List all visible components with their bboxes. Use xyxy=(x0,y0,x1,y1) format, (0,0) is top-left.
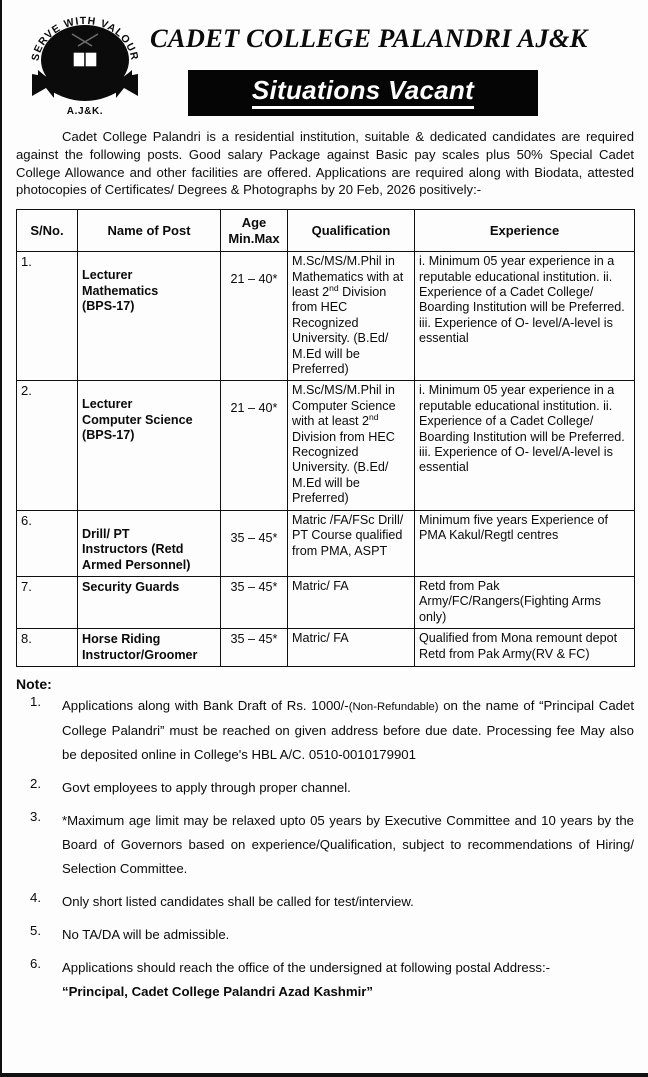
note-text: *Maximum age limit may be relaxed upto 05 years by Executive Committee and 10 years by the Board of Governors based on experience/Qualification, subject to recommendations of Hiring/ Selection Committee. xyxy=(62,812,634,876)
note-item xyxy=(16,923,634,947)
note-number: 4. xyxy=(30,889,41,905)
cell-qualification xyxy=(288,252,415,381)
table-row xyxy=(17,510,635,576)
col-header-age xyxy=(221,210,288,252)
cell-age xyxy=(221,576,288,628)
post-line1: Horse Riding xyxy=(82,632,161,647)
age-value: 21 – 40* xyxy=(230,401,278,416)
cell-post xyxy=(78,629,221,667)
svg-text:SERVE WITH VALOUR: SERVE WITH VALOUR xyxy=(29,14,141,63)
note-text xyxy=(62,694,634,767)
note-number: 1. xyxy=(30,693,41,709)
note-text: Govt employees to apply through proper channel. xyxy=(62,779,351,795)
note-number: 3. xyxy=(30,808,41,824)
qual-post: Division from HEC Recognized University. (B.Ed/ M.Ed will be Preferred) xyxy=(292,285,389,377)
post-line2: Instructors (Retd xyxy=(82,542,184,557)
cell-post xyxy=(78,576,221,628)
note-item xyxy=(16,809,634,881)
post-line2: Computer Science xyxy=(82,412,193,427)
qual-sup: nd xyxy=(369,412,379,423)
age-value: 35 – 45* xyxy=(230,530,278,545)
cell-age xyxy=(221,252,288,381)
cell-post xyxy=(78,381,221,510)
age-value: 21 – 40* xyxy=(230,272,278,287)
cell-sno: 2. xyxy=(17,381,78,510)
col-header-age-line2: Min.Max xyxy=(228,230,280,246)
col-header-qualification: Qualification xyxy=(288,210,415,252)
cell-age xyxy=(221,381,288,510)
post-line1: Drill/ PT xyxy=(82,526,130,541)
col-header-sno: S/No. xyxy=(17,210,78,252)
note-number: 6. xyxy=(30,955,41,971)
cell-experience: i. Minimum 05 year experience in a reputable educational institution. ii. Experience of a Cadet College/ Boarding Institution will be Preferred. iii. Experience of O- level/A-level is essential xyxy=(415,252,635,381)
table-row xyxy=(17,381,635,510)
cell-experience: Retd from Pak Army/FC/Rangers(Fighting Arms only) xyxy=(415,576,635,628)
table-row xyxy=(17,576,635,628)
cell-sno: 7. xyxy=(17,576,78,628)
cell-age xyxy=(221,629,288,667)
note-text-a: Applications along with Bank Draft of Rs. 1000/- xyxy=(62,697,349,713)
note-item xyxy=(16,956,634,1004)
table-header-row xyxy=(17,210,635,252)
note-number: 2. xyxy=(30,775,41,791)
situations-vacant-banner xyxy=(188,70,538,116)
cell-sno: 8. xyxy=(17,629,78,667)
note-text-small: (Non-Refundable) xyxy=(348,700,439,713)
post-line3: (BPS-17) xyxy=(82,428,135,443)
qual-pre: M.Sc/MS/M.Phil in Computer Science with at least 2 xyxy=(292,383,396,429)
note-text-b: on the name of “Principal Cadet College Palandri” must be reached on given address before due date. Processing fee May also be deposited online in College's HBL A/C. 0510-0010179901 xyxy=(62,697,634,762)
cell-experience: Qualified from Mona remount depot Retd from Pak Army(RV & FC) xyxy=(415,629,635,667)
qual-pre: M.Sc/MS/M.Phil in Mathematics with at least 2 xyxy=(292,254,404,299)
col-header-experience: Experience xyxy=(415,210,635,252)
note-text xyxy=(62,956,634,1004)
col-header-post: Name of Post xyxy=(78,210,221,252)
intro-paragraph xyxy=(16,128,634,199)
crest-bottom-label: A.J&K. xyxy=(66,106,104,117)
col-header-age-line1: Age xyxy=(241,215,267,231)
vacancies-table xyxy=(16,209,635,667)
post-line3: Armed Personnel) xyxy=(82,557,191,572)
cell-sno: 1. xyxy=(17,252,78,381)
cell-qualification xyxy=(288,510,415,576)
cell-qualification xyxy=(288,381,415,510)
cell-qualification: Matric/ FA xyxy=(288,576,415,628)
table-row xyxy=(17,629,635,667)
post-line1: Security Guards xyxy=(82,579,180,594)
post-line1: Lecturer xyxy=(82,268,133,283)
note-text: No TA/DA will be admissible. xyxy=(62,926,230,942)
post-line2: Instructor/Groomer xyxy=(82,647,198,662)
qual-post: Division from HEC Recognized University. (B.Ed/ M.Ed will be Preferred) xyxy=(292,429,395,506)
cell-sno: 6. xyxy=(17,510,78,576)
notes-title: Note: xyxy=(16,675,52,692)
cell-age xyxy=(221,510,288,576)
post-line1: Lecturer xyxy=(82,397,133,412)
crest-icon xyxy=(24,8,146,120)
cell-post xyxy=(78,510,221,576)
note-text-a: Applications should reach the office of the undersigned at following postal Address:- xyxy=(62,959,551,975)
notes-section xyxy=(16,676,634,1004)
college-crest-logo xyxy=(24,8,146,120)
note-number: 5. xyxy=(30,922,41,938)
header xyxy=(2,0,648,124)
note-item xyxy=(16,776,634,800)
cell-post xyxy=(78,252,221,381)
postal-address: “Principal, Cadet College Palandri Azad Kashmir” xyxy=(62,983,373,999)
note-item xyxy=(16,694,634,767)
age-value: 35 – 45* xyxy=(230,632,278,647)
note-item xyxy=(16,890,634,914)
cell-experience xyxy=(415,510,635,576)
age-value: 35 – 45* xyxy=(230,579,278,594)
page-title: CADET COLLEGE PALANDRI AJ&K xyxy=(150,23,588,53)
table-row xyxy=(17,252,635,381)
post-line2: Mathematics xyxy=(82,283,159,298)
qual-pre: Matric /FA/FSc Drill/ PT Course qualified from PMA, ASPT xyxy=(292,512,404,558)
post-line3: (BPS-17) xyxy=(82,299,135,313)
intro-text: Cadet College Palandri is a residential institution, suitable & dedicated candidates are required against the following posts. Good salary Package against Basic pay scales plus 50% Special Cadet College Allowance and other facilities are offered. Applications are required along with Biodata, attested photocopies of Certificates/ Degrees & Photographs by 20 Feb, 2026 positively:- xyxy=(16,129,634,198)
cell-experience: i. Minimum 05 year experience in a reputable educational institution. ii. Experience of a Cadet College/ Boarding Institution will be Preferred. iii. Experience of O- level/A-level is essential xyxy=(415,381,635,510)
qual-sup: nd xyxy=(329,282,339,293)
experience-value: Minimum five years Experience of PMA Kakul/Regtl centres xyxy=(419,512,608,543)
cell-qualification: Matric/ FA xyxy=(288,629,415,667)
banner-label: Situations Vacant xyxy=(252,77,474,108)
note-text: Only short listed candidates shall be called for test/interview. xyxy=(62,893,414,909)
